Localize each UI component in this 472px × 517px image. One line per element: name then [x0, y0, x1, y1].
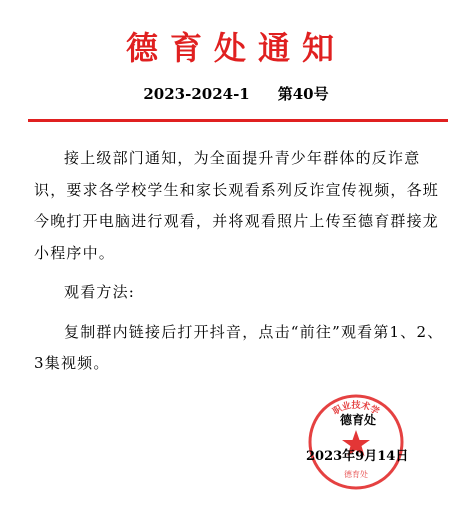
- document-body: [34, 143, 444, 388]
- body-paragraph: 观看方法:: [64, 283, 136, 301]
- document-number-code: 2023-2024-1: [143, 85, 250, 103]
- issue-date: 2023年9月14日: [306, 449, 409, 464]
- official-seal: [306, 392, 409, 492]
- document-title: 德育处通知: [125, 29, 346, 67]
- red-divider: [28, 119, 448, 122]
- seal-graphic: [306, 392, 409, 492]
- seal-bottom-text: 德育处: [344, 470, 368, 479]
- seal-ring-text: 职业技术学: [331, 400, 381, 418]
- body-paragraph: 复制群内链接后打开抖音，点击“前往”观看第1、2、3集视频。: [34, 322, 444, 372]
- document-number: [0, 84, 472, 104]
- document-number-issue: 第40号: [277, 85, 329, 103]
- seal-center-text: 德育处: [339, 413, 377, 427]
- body-paragraph: 接上级部门通知，为全面提升青少年群体的反诈意识，要求各学校学生和家长观看系列反诈宣传视频，各班今晚打开电脑进行观看，并将观看照片上传至德育群接龙小程序中。: [34, 149, 440, 262]
